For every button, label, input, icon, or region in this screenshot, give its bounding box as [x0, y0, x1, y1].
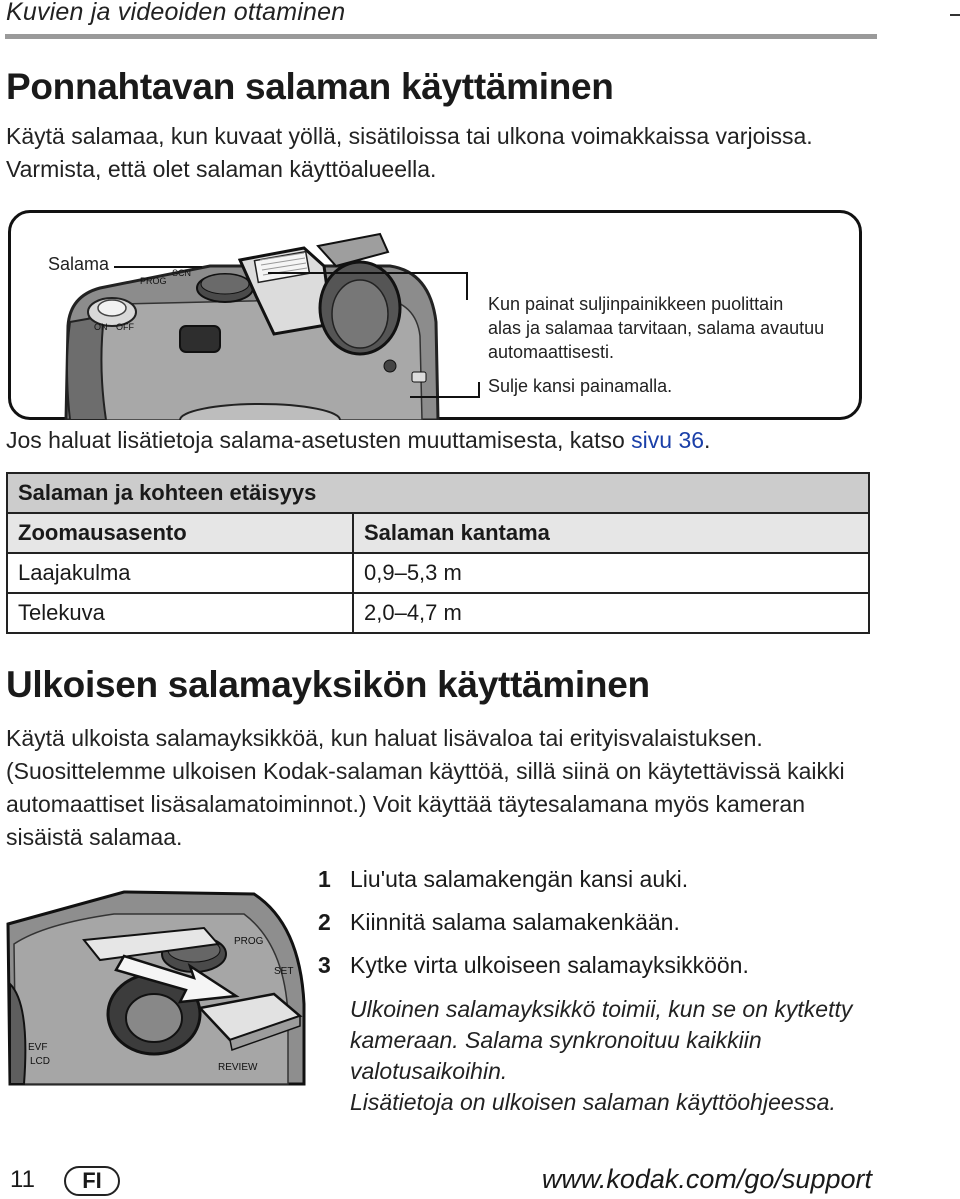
- step-number: 3: [318, 952, 331, 978]
- callout-line: Kun painat suljinpainikkeen puolittain: [488, 294, 784, 314]
- step-text: Kiinnitä salama salamakenkään.: [350, 909, 680, 935]
- column-header-range: Salaman kantama: [353, 513, 869, 553]
- more-info-suffix: .: [704, 427, 711, 453]
- callout-label-flash: Salama: [48, 254, 110, 274]
- callout-line: automaattisesti.: [488, 342, 615, 362]
- leader-line-auto: [268, 272, 468, 274]
- step-item: [318, 866, 918, 909]
- dial-label-off: OFF: [116, 322, 134, 332]
- language-badge: FI: [64, 1166, 120, 1196]
- step-text: Liu'uta salamakengän kansi auki.: [350, 866, 689, 892]
- paragraph-line: Käytä ulkoista salamayksikköä, kun haluat lisävaloa tai erityisvalaistuksen.: [6, 725, 763, 751]
- label-review: REVIEW: [218, 1062, 258, 1073]
- label-prog: PROG: [234, 936, 264, 947]
- more-info-line: [6, 424, 710, 457]
- external-flash-paragraph: [6, 722, 946, 854]
- camera-hot-shoe-illustration: [4, 884, 310, 1088]
- intro-line: Varmista, että olet salaman käyttöalueella.: [6, 156, 437, 182]
- camera-popup-flash-illustration: [60, 226, 460, 420]
- dial-label-prog: PROG: [140, 276, 167, 286]
- table-cell: Laajakulma: [7, 553, 353, 593]
- step-item: [318, 952, 918, 995]
- step-number: 2: [318, 909, 331, 935]
- leader-line-close: [410, 396, 480, 398]
- header-rule: [5, 34, 877, 39]
- table-cell: 0,9–5,3 m: [353, 553, 869, 593]
- intro-line: Käytä salamaa, kun kuvaat yöllä, sisätiloissa tai ulkona voimakkaissa varjoissa.: [6, 123, 813, 149]
- section-title-popup-flash: Ponnahtavan salaman käyttäminen: [6, 66, 614, 107]
- page-number: 11: [10, 1166, 35, 1193]
- leader-line-flash: [114, 266, 202, 268]
- table-cell: 2,0–4,7 m: [353, 593, 869, 633]
- paragraph-line: (Suosittelemme ulkoisen Kodak-salaman käyttöä, sillä siinä on käytettävissä kaikki: [6, 758, 845, 784]
- table-row: [7, 593, 869, 633]
- more-info-text: Jos haluat lisätietoja salama-asetusten muuttamisesta, katso: [6, 427, 632, 453]
- label-set: SET: [274, 966, 294, 977]
- callout-line: alas ja salamaa tarvitaan, salama avautuu: [488, 318, 825, 338]
- table-header-row: [7, 513, 869, 553]
- dial-label-scn: SCN: [172, 268, 192, 278]
- note-line: Ulkoinen salamayksikkö toimii, kun se on kytketty: [350, 996, 853, 1022]
- external-flash-note: [350, 994, 910, 1118]
- callout-close-text: Sulje kansi painamalla.: [488, 376, 673, 396]
- table-title: Salaman ja kohteen etäisyys: [7, 473, 869, 513]
- leader-line-close-vertical: [478, 382, 480, 398]
- callout-description: [488, 292, 858, 398]
- header-dash: [950, 14, 960, 16]
- support-url[interactable]: www.kodak.com/go/support: [541, 1164, 872, 1194]
- step-list: [318, 866, 918, 995]
- step-text: Kytke virta ulkoiseen salamayksikköön.: [350, 952, 749, 978]
- table-title-row: [7, 473, 869, 513]
- paragraph-line: sisäistä salamaa.: [6, 824, 183, 850]
- paragraph-line: automaattiset lisäsalamatoiminnot.) Voit käyttää täytesalamana myös kameran: [6, 791, 805, 817]
- table-cell: Telekuva: [7, 593, 353, 633]
- running-header: Kuvien ja videoiden ottaminen: [6, 0, 346, 26]
- table-row: [7, 553, 869, 593]
- section-title-external-flash: Ulkoisen salamayksikön käyttäminen: [6, 664, 650, 705]
- label-evf: EVF: [28, 1042, 48, 1053]
- label-lcd: LCD: [30, 1056, 51, 1067]
- note-line: Lisätietoja on ulkoisen salaman käyttöohjeessa.: [350, 1089, 836, 1115]
- flash-distance-table: [6, 472, 870, 634]
- intro-paragraph: [6, 120, 813, 186]
- dial-label-on: ON: [94, 322, 108, 332]
- page-36-link[interactable]: sivu 36: [631, 427, 705, 453]
- step-number: 1: [318, 866, 331, 892]
- column-header-zoom: Zoomausasento: [7, 513, 353, 553]
- step-item: [318, 909, 918, 952]
- note-line: kameraan. Salama synkronoituu kaikkiin valotusaikoihin.: [350, 1027, 762, 1084]
- leader-line-auto-vertical: [466, 272, 468, 300]
